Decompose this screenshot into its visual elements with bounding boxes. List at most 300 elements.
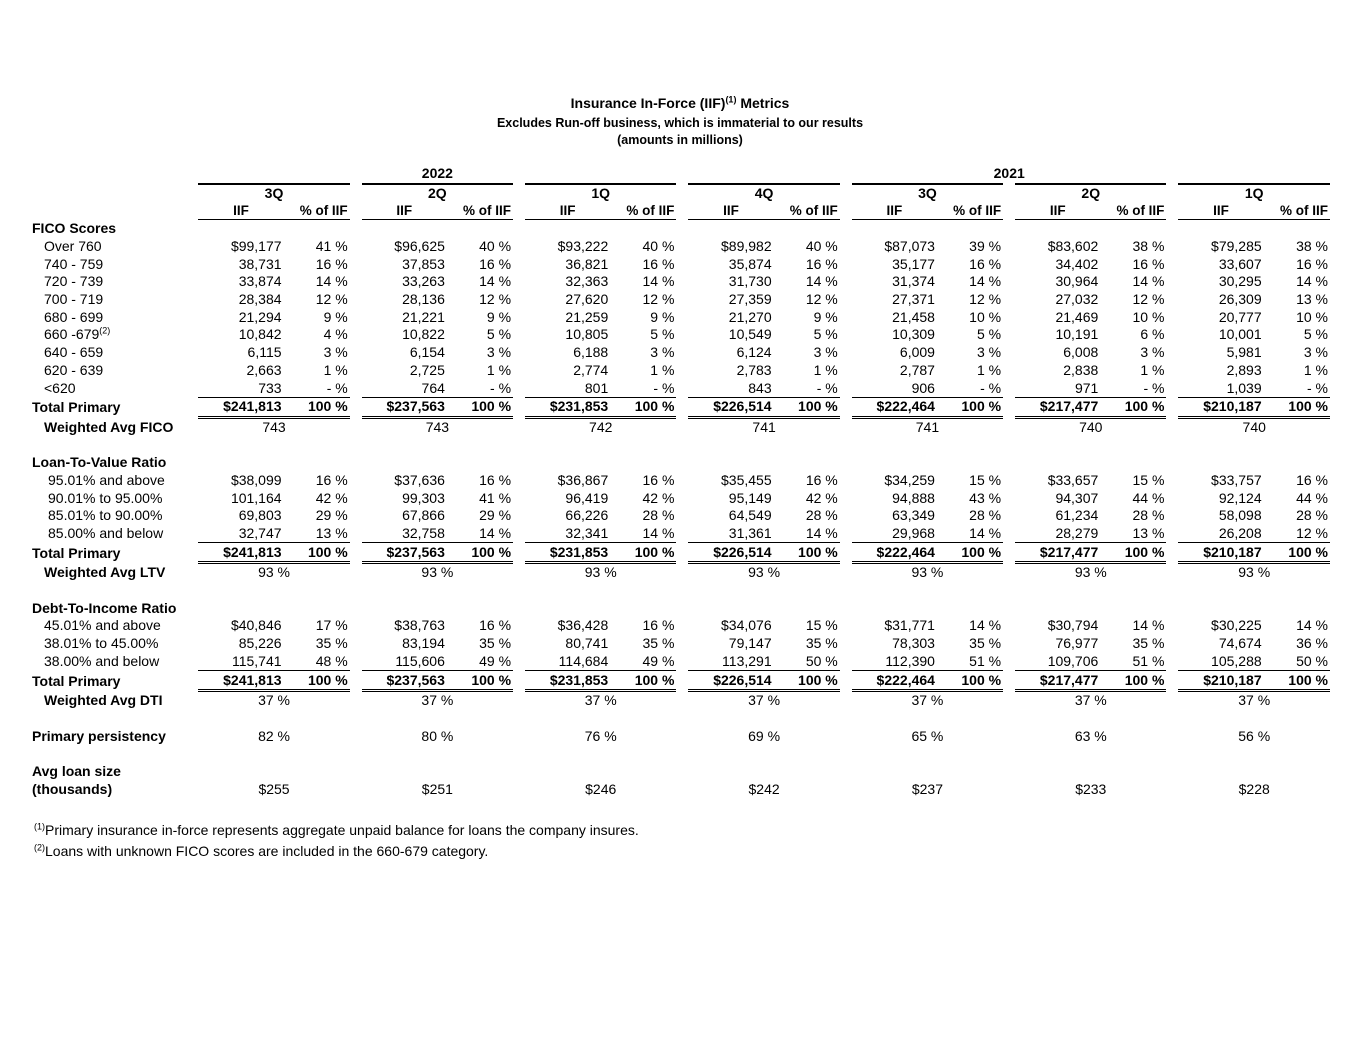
pct-value: 14 % bbox=[969, 525, 1002, 542]
total-label: Total Primary bbox=[32, 544, 121, 561]
pct-value: 35 % bbox=[315, 635, 348, 652]
pct-value: 16 % bbox=[1132, 255, 1165, 272]
iif-value: 114,684 bbox=[558, 652, 609, 669]
pct-value: 16 % bbox=[479, 617, 512, 634]
row-label: 660 -679$^{(2)}$ bbox=[44, 325, 111, 343]
total-iif: $222,464 bbox=[852, 397, 937, 419]
iif-value: 10,309 bbox=[892, 326, 935, 343]
pct-value: 12 % bbox=[969, 291, 1002, 308]
pct-value: 16 % bbox=[1296, 471, 1328, 488]
pct-value: 12 % bbox=[479, 291, 512, 308]
total-iif: $217,477 bbox=[1015, 542, 1100, 564]
spacer-row bbox=[30, 745, 1330, 763]
iif-value: 2,893 bbox=[1226, 361, 1262, 378]
pct-value: 5 % bbox=[976, 326, 1002, 343]
ltv-weighted-avg-row bbox=[30, 564, 1330, 582]
avg-loan-value: $228 bbox=[1238, 780, 1270, 797]
iif-value: 37,853 bbox=[402, 255, 445, 272]
wavg-value: 740 bbox=[1079, 418, 1103, 435]
col-header-iif: IIF bbox=[1015, 202, 1100, 220]
pct-value: 14 % bbox=[315, 273, 348, 290]
iif-value: 21,294 bbox=[238, 308, 282, 325]
section-title: Debt-To-Income Ratio bbox=[32, 599, 177, 616]
ltv-row bbox=[30, 507, 1330, 525]
iif-value: 66,226 bbox=[565, 507, 609, 524]
total-pct: 100 % bbox=[774, 397, 840, 419]
row-label: 85.01% to 90.00% bbox=[48, 507, 163, 524]
persistency-value: 80 % bbox=[421, 727, 454, 744]
footnote-2: $^{(2)}$Loans with unknown FICO scores are included in the 660-679 category. bbox=[34, 842, 489, 859]
row-label: 38.01% to 45.00% bbox=[44, 635, 159, 652]
iif-value: 94,888 bbox=[892, 489, 935, 506]
pct-value: 5 % bbox=[813, 326, 838, 343]
iif-value: 32,747 bbox=[238, 525, 282, 542]
iif-value: 971 bbox=[1074, 379, 1099, 396]
pct-value: 15 % bbox=[969, 471, 1002, 488]
total-iif: $226,514 bbox=[688, 542, 773, 564]
total-iif: $241,813 bbox=[198, 542, 283, 564]
pct-value: 17 % bbox=[315, 617, 348, 634]
pct-value: 29 % bbox=[315, 507, 348, 524]
pct-value: 12 % bbox=[1296, 525, 1328, 542]
iif-value: 6,188 bbox=[573, 344, 609, 361]
total-pct: 100 % bbox=[1264, 670, 1330, 692]
total-iif: $231,853 bbox=[525, 542, 610, 564]
pct-value: 4 % bbox=[323, 326, 348, 343]
iif-value: 33,263 bbox=[402, 273, 445, 290]
iif-value: 32,758 bbox=[402, 525, 445, 542]
wavg-value: 93 % bbox=[1238, 564, 1271, 581]
total-iif: $237,563 bbox=[362, 542, 447, 564]
pct-value: 35 % bbox=[642, 635, 675, 652]
pct-value: 1 % bbox=[813, 361, 838, 378]
pct-value: 1 % bbox=[1303, 361, 1328, 378]
iif-value: 101,164 bbox=[230, 489, 282, 506]
wavg-value: 37 % bbox=[584, 692, 617, 709]
col-header-iif: IIF bbox=[198, 202, 283, 220]
iif-value: 21,270 bbox=[728, 308, 772, 325]
col-header-iif: IIF bbox=[362, 202, 447, 220]
pct-value: 43 % bbox=[969, 489, 1002, 506]
iif-value: $40,846 bbox=[230, 617, 282, 634]
footnote-1: $^{(1)}$Primary insurance in-force represents aggregate unpaid balance for loans the company insures. bbox=[34, 821, 639, 838]
pct-value: 16 % bbox=[642, 471, 675, 488]
pct-value: 1 % bbox=[650, 361, 675, 378]
col-header-iif: IIF bbox=[852, 202, 937, 220]
iif-value: 78,303 bbox=[892, 635, 935, 652]
total-pct: 100 % bbox=[937, 542, 1003, 564]
iif-value: 95,149 bbox=[728, 489, 772, 506]
pct-value: 41 % bbox=[315, 238, 348, 255]
total-iif: $231,853 bbox=[525, 670, 610, 692]
iif-value: 76,977 bbox=[1055, 635, 1099, 652]
iif-value: 27,032 bbox=[1055, 291, 1099, 308]
iif-value: 2,787 bbox=[899, 361, 935, 378]
iif-value: $33,657 bbox=[1047, 471, 1099, 488]
pct-value: 14 % bbox=[969, 273, 1002, 290]
pct-value: 28 % bbox=[642, 507, 675, 524]
iif-value: 83,194 bbox=[402, 635, 445, 652]
total-pct: 100 % bbox=[937, 397, 1003, 419]
wavg-value: 93 % bbox=[911, 564, 944, 581]
iif-value: 843 bbox=[748, 379, 772, 396]
iif-value: $37,636 bbox=[394, 471, 445, 488]
iif-value: $36,867 bbox=[557, 471, 609, 488]
pct-value: 3 % bbox=[486, 344, 512, 361]
pct-value: 14 % bbox=[1132, 617, 1165, 634]
total-pct: 100 % bbox=[774, 542, 840, 564]
quarter-header: 2Q bbox=[362, 183, 513, 202]
avg-loan-value: $237 bbox=[911, 780, 943, 797]
pct-value: 16 % bbox=[315, 255, 348, 272]
iif-value: 61,234 bbox=[1055, 507, 1099, 524]
iif-value: $87,073 bbox=[884, 238, 935, 255]
iif-value: 33,607 bbox=[1218, 255, 1262, 272]
wavg-value: 740 bbox=[1242, 418, 1266, 435]
pct-value: 48 % bbox=[315, 652, 348, 669]
iif-value: 115,606 bbox=[395, 652, 445, 669]
pct-value: 13 % bbox=[1296, 291, 1328, 308]
wavg-label: Weighted Avg FICO bbox=[44, 418, 174, 435]
wavg-label: Weighted Avg LTV bbox=[44, 564, 166, 581]
pct-value: 35 % bbox=[1132, 635, 1165, 652]
dti-row bbox=[30, 617, 1330, 635]
iif-value: $79,285 bbox=[1211, 238, 1262, 255]
pct-value: 3 % bbox=[650, 344, 675, 361]
pct-value: 50 % bbox=[805, 652, 838, 669]
total-pct: 100 % bbox=[610, 397, 676, 419]
pct-value: 9 % bbox=[650, 308, 675, 325]
total-label: Total Primary bbox=[32, 399, 121, 416]
row-label: 620 - 639 bbox=[44, 361, 104, 378]
iif-value: $99,177 bbox=[230, 238, 282, 255]
iif-value: $30,794 bbox=[1047, 617, 1099, 634]
wavg-value: 37 % bbox=[421, 692, 454, 709]
fico-section-header bbox=[30, 220, 1330, 238]
pct-value: 14 % bbox=[969, 617, 1002, 634]
iif-value: 6,009 bbox=[899, 344, 935, 361]
pct-value: 14 % bbox=[642, 525, 675, 542]
units-note: (amounts in millions) bbox=[617, 133, 743, 147]
iif-value: 2,774 bbox=[573, 361, 609, 378]
section-title: FICO Scores bbox=[32, 220, 117, 237]
iif-value: $35,455 bbox=[721, 471, 772, 488]
iif-value: 2,838 bbox=[1063, 361, 1099, 378]
col-header-pct: % of IIF bbox=[447, 202, 513, 220]
iif-value: 99,303 bbox=[402, 489, 445, 506]
iif-value: 10,842 bbox=[238, 326, 282, 343]
row-label: 85.00% and below bbox=[48, 525, 164, 542]
pct-value: 13 % bbox=[315, 525, 348, 542]
pct-value: 36 % bbox=[1296, 635, 1328, 652]
pct-value: - % bbox=[490, 379, 512, 396]
col-header-iif: IIF bbox=[525, 202, 610, 220]
pct-value: 28 % bbox=[805, 507, 838, 524]
ltv-row bbox=[30, 525, 1330, 543]
iif-value: 74,674 bbox=[1218, 635, 1262, 652]
pct-value: - % bbox=[1143, 379, 1165, 396]
quarter-header: 3Q bbox=[852, 183, 1003, 202]
quarter-header: 2Q bbox=[1015, 183, 1166, 202]
total-iif: $217,477 bbox=[1015, 670, 1100, 692]
pct-value: 3 % bbox=[813, 344, 838, 361]
pct-value: 16 % bbox=[479, 471, 512, 488]
iif-value: $89,982 bbox=[721, 238, 772, 255]
pct-value: 5 % bbox=[1303, 326, 1328, 343]
total-pct: 100 % bbox=[284, 397, 350, 419]
iif-value: 906 bbox=[911, 379, 935, 396]
pct-value: 29 % bbox=[479, 507, 512, 524]
persistency-label: Primary persistency bbox=[32, 727, 166, 744]
iif-value: 26,309 bbox=[1218, 291, 1262, 308]
total-pct: 100 % bbox=[937, 670, 1003, 692]
iif-value: 10,549 bbox=[728, 326, 772, 343]
iif-value: $30,225 bbox=[1211, 617, 1262, 634]
iif-value: $33,757 bbox=[1211, 471, 1262, 488]
pct-value: 1 % bbox=[323, 361, 348, 378]
row-label: 700 - 719 bbox=[44, 291, 104, 308]
dti-weighted-avg-row bbox=[30, 692, 1330, 710]
avg-loan-value: $255 bbox=[258, 780, 290, 797]
iif-value: 21,458 bbox=[892, 308, 935, 325]
persistency-row bbox=[30, 727, 1330, 745]
pct-value: 35 % bbox=[805, 635, 838, 652]
total-iif: $210,187 bbox=[1178, 542, 1263, 564]
avg-loan-value: $233 bbox=[1075, 780, 1107, 797]
total-primary-row bbox=[30, 397, 1330, 419]
quarter-header: 4Q bbox=[688, 183, 839, 202]
total-iif: $222,464 bbox=[852, 670, 937, 692]
pct-value: 40 % bbox=[805, 238, 838, 255]
avg-loan-value: $246 bbox=[585, 780, 617, 797]
total-primary-row bbox=[30, 542, 1330, 564]
iif-value: $93,222 bbox=[557, 238, 609, 255]
pct-value: - % bbox=[653, 379, 675, 396]
iif-value: $36,428 bbox=[557, 617, 609, 634]
total-pct: 100 % bbox=[1264, 397, 1330, 419]
iif-metrics-table bbox=[30, 164, 1330, 798]
iif-value: $34,259 bbox=[884, 471, 935, 488]
iif-value: 20,777 bbox=[1218, 308, 1262, 325]
iif-value: 764 bbox=[421, 379, 445, 396]
avg-loan-label: Avg loan size bbox=[32, 762, 121, 779]
pct-value: 35 % bbox=[479, 635, 512, 652]
pct-value: 5 % bbox=[650, 326, 675, 343]
wavg-value: 37 % bbox=[748, 692, 781, 709]
persistency-value: 76 % bbox=[584, 727, 617, 744]
pct-value: 40 % bbox=[642, 238, 675, 255]
iif-value: 64,549 bbox=[728, 507, 772, 524]
col-header-pct: % of IIF bbox=[284, 202, 350, 220]
spacer-row bbox=[30, 710, 1330, 728]
pct-value: 5 % bbox=[486, 326, 512, 343]
persistency-value: 65 % bbox=[911, 727, 944, 744]
iif-value: 58,098 bbox=[1218, 507, 1262, 524]
pct-value: 28 % bbox=[1296, 507, 1328, 524]
col-header-pct: % of IIF bbox=[774, 202, 840, 220]
persistency-value: 69 % bbox=[748, 727, 781, 744]
pct-value: 14 % bbox=[805, 273, 838, 290]
total-iif: $231,853 bbox=[525, 397, 610, 419]
pct-value: 12 % bbox=[805, 291, 838, 308]
iif-value: 32,341 bbox=[565, 525, 609, 542]
pct-value: 16 % bbox=[1296, 255, 1328, 272]
page-title: Insurance In-Force (IIF)$^{(1)}$ Metrics bbox=[570, 94, 790, 111]
fico-row bbox=[30, 326, 1330, 344]
pct-value: 49 % bbox=[642, 652, 675, 669]
col-header-pct: % of IIF bbox=[1264, 202, 1330, 220]
total-pct: 100 % bbox=[1100, 670, 1166, 692]
pct-value: 16 % bbox=[805, 255, 838, 272]
iif-value: $38,099 bbox=[230, 471, 282, 488]
total-iif: $226,514 bbox=[688, 397, 773, 419]
pct-value: 35 % bbox=[969, 635, 1002, 652]
iif-value: 21,221 bbox=[402, 308, 445, 325]
iif-value: 28,279 bbox=[1055, 525, 1099, 542]
total-pct: 100 % bbox=[610, 542, 676, 564]
iif-value: 26,208 bbox=[1218, 525, 1262, 542]
ltv-section-header bbox=[30, 454, 1330, 472]
wavg-value: 37 % bbox=[258, 692, 290, 709]
row-label: Over 760 bbox=[44, 238, 102, 255]
pct-value: 16 % bbox=[479, 255, 512, 272]
pct-value: 16 % bbox=[642, 255, 675, 272]
avg-loan-value: $242 bbox=[748, 780, 780, 797]
pct-value: 1 % bbox=[976, 361, 1002, 378]
year-header-row bbox=[30, 164, 1330, 183]
avg-loan-value: $251 bbox=[421, 780, 453, 797]
total-pct: 100 % bbox=[447, 397, 513, 419]
iif-value: 34,402 bbox=[1055, 255, 1099, 272]
pct-value: 1 % bbox=[486, 361, 512, 378]
total-iif: $237,563 bbox=[362, 670, 447, 692]
total-iif: $210,187 bbox=[1178, 397, 1263, 419]
wavg-value: 743 bbox=[262, 418, 286, 435]
iif-value: 27,620 bbox=[565, 291, 609, 308]
iif-value: $34,076 bbox=[721, 617, 772, 634]
avg-loan-row bbox=[30, 780, 1330, 798]
fico-row bbox=[30, 362, 1330, 380]
pct-value: 14 % bbox=[642, 273, 675, 290]
quarter-header: 1Q bbox=[525, 183, 676, 202]
iif-value: 28,136 bbox=[402, 291, 445, 308]
wavg-value: 37 % bbox=[911, 692, 944, 709]
total-pct: 100 % bbox=[447, 670, 513, 692]
persistency-value: 82 % bbox=[258, 727, 290, 744]
iif-value: 27,359 bbox=[728, 291, 772, 308]
iif-value: 21,469 bbox=[1055, 308, 1099, 325]
iif-value: 10,191 bbox=[1055, 326, 1099, 343]
quarter-header-row bbox=[30, 183, 1330, 202]
wavg-value: 741 bbox=[915, 418, 940, 435]
total-label: Total Primary bbox=[32, 672, 121, 689]
pct-value: 6 % bbox=[1140, 326, 1165, 343]
pct-value: 9 % bbox=[323, 308, 348, 325]
pct-value: 42 % bbox=[805, 489, 838, 506]
pct-value: 44 % bbox=[1132, 489, 1165, 506]
iif-value: 67,866 bbox=[402, 507, 445, 524]
total-iif: $217,477 bbox=[1015, 397, 1100, 419]
wavg-value: 37 % bbox=[1074, 692, 1107, 709]
iif-value: 36,821 bbox=[565, 255, 609, 272]
row-label: <620 bbox=[44, 379, 76, 396]
page-subtitle: Excludes Run-off business, which is immaterial to our results bbox=[496, 116, 864, 130]
iif-value: 92,124 bbox=[1218, 489, 1262, 506]
pct-value: 9 % bbox=[486, 308, 512, 325]
wavg-value: 93 % bbox=[1074, 564, 1107, 581]
wavg-value: 93 % bbox=[258, 564, 290, 581]
fico-row bbox=[30, 308, 1330, 326]
pct-value: 16 % bbox=[642, 617, 675, 634]
iif-value: 109,706 bbox=[1047, 652, 1099, 669]
row-label: 640 - 659 bbox=[44, 344, 104, 361]
pct-value: 16 % bbox=[315, 471, 348, 488]
iif-value: 32,363 bbox=[565, 273, 609, 290]
row-label: 740 - 759 bbox=[44, 255, 104, 272]
iif-value: 79,147 bbox=[728, 635, 772, 652]
pct-value: 16 % bbox=[969, 255, 1002, 272]
avg-loan-label-row bbox=[30, 763, 1330, 781]
col-header-pct: % of IIF bbox=[937, 202, 1003, 220]
iif-value: $31,771 bbox=[884, 617, 935, 634]
wavg-value: 741 bbox=[752, 418, 776, 435]
quarter-header: 1Q bbox=[1178, 183, 1330, 202]
row-label: 90.01% to 95.00% bbox=[48, 489, 163, 506]
pct-value: 44 % bbox=[1296, 489, 1328, 506]
iif-value: 33,874 bbox=[238, 273, 282, 290]
iif-value: $83,602 bbox=[1047, 238, 1099, 255]
fico-row bbox=[30, 291, 1330, 309]
year-2021: 2021 bbox=[993, 165, 1025, 181]
iif-value: 94,307 bbox=[1055, 489, 1099, 506]
iif-value: 6,008 bbox=[1063, 344, 1099, 361]
wavg-label: Weighted Avg DTI bbox=[44, 692, 163, 709]
total-pct: 100 % bbox=[284, 670, 350, 692]
total-pct: 100 % bbox=[774, 670, 840, 692]
pct-value: - % bbox=[326, 379, 348, 396]
col-header-iif: IIF bbox=[688, 202, 773, 220]
pct-value: - % bbox=[1307, 379, 1328, 396]
persistency-value: 63 % bbox=[1074, 727, 1107, 744]
fico-row bbox=[30, 273, 1330, 291]
pct-value: 28 % bbox=[969, 507, 1002, 524]
iif-value: 1,039 bbox=[1226, 379, 1262, 396]
pct-value: 15 % bbox=[1132, 471, 1165, 488]
wavg-value: 37 % bbox=[1238, 692, 1271, 709]
col-header-pct: % of IIF bbox=[610, 202, 676, 220]
pct-value: 14 % bbox=[1296, 273, 1328, 290]
fico-row bbox=[30, 344, 1330, 362]
total-iif: $222,464 bbox=[852, 542, 937, 564]
pct-value: 38 % bbox=[1296, 238, 1328, 255]
total-iif: $241,813 bbox=[198, 397, 283, 419]
pct-value: 1 % bbox=[1140, 361, 1165, 378]
pct-value: 40 % bbox=[479, 238, 512, 255]
pct-value: 14 % bbox=[479, 273, 512, 290]
wavg-value: 743 bbox=[425, 418, 450, 435]
iif-value: 10,805 bbox=[565, 326, 609, 343]
pct-value: 49 % bbox=[479, 652, 512, 669]
iif-value: 6,115 bbox=[247, 344, 282, 361]
iif-value: 63,349 bbox=[892, 507, 935, 524]
row-label: 38.00% and below bbox=[44, 652, 160, 669]
pct-value: 10 % bbox=[1132, 308, 1165, 325]
pct-value: 15 % bbox=[805, 617, 838, 634]
total-iif: $210,187 bbox=[1178, 670, 1263, 692]
total-iif: $237,563 bbox=[362, 397, 447, 419]
persistency-value: 56 % bbox=[1238, 727, 1271, 744]
row-label: 680 - 699 bbox=[44, 308, 104, 325]
